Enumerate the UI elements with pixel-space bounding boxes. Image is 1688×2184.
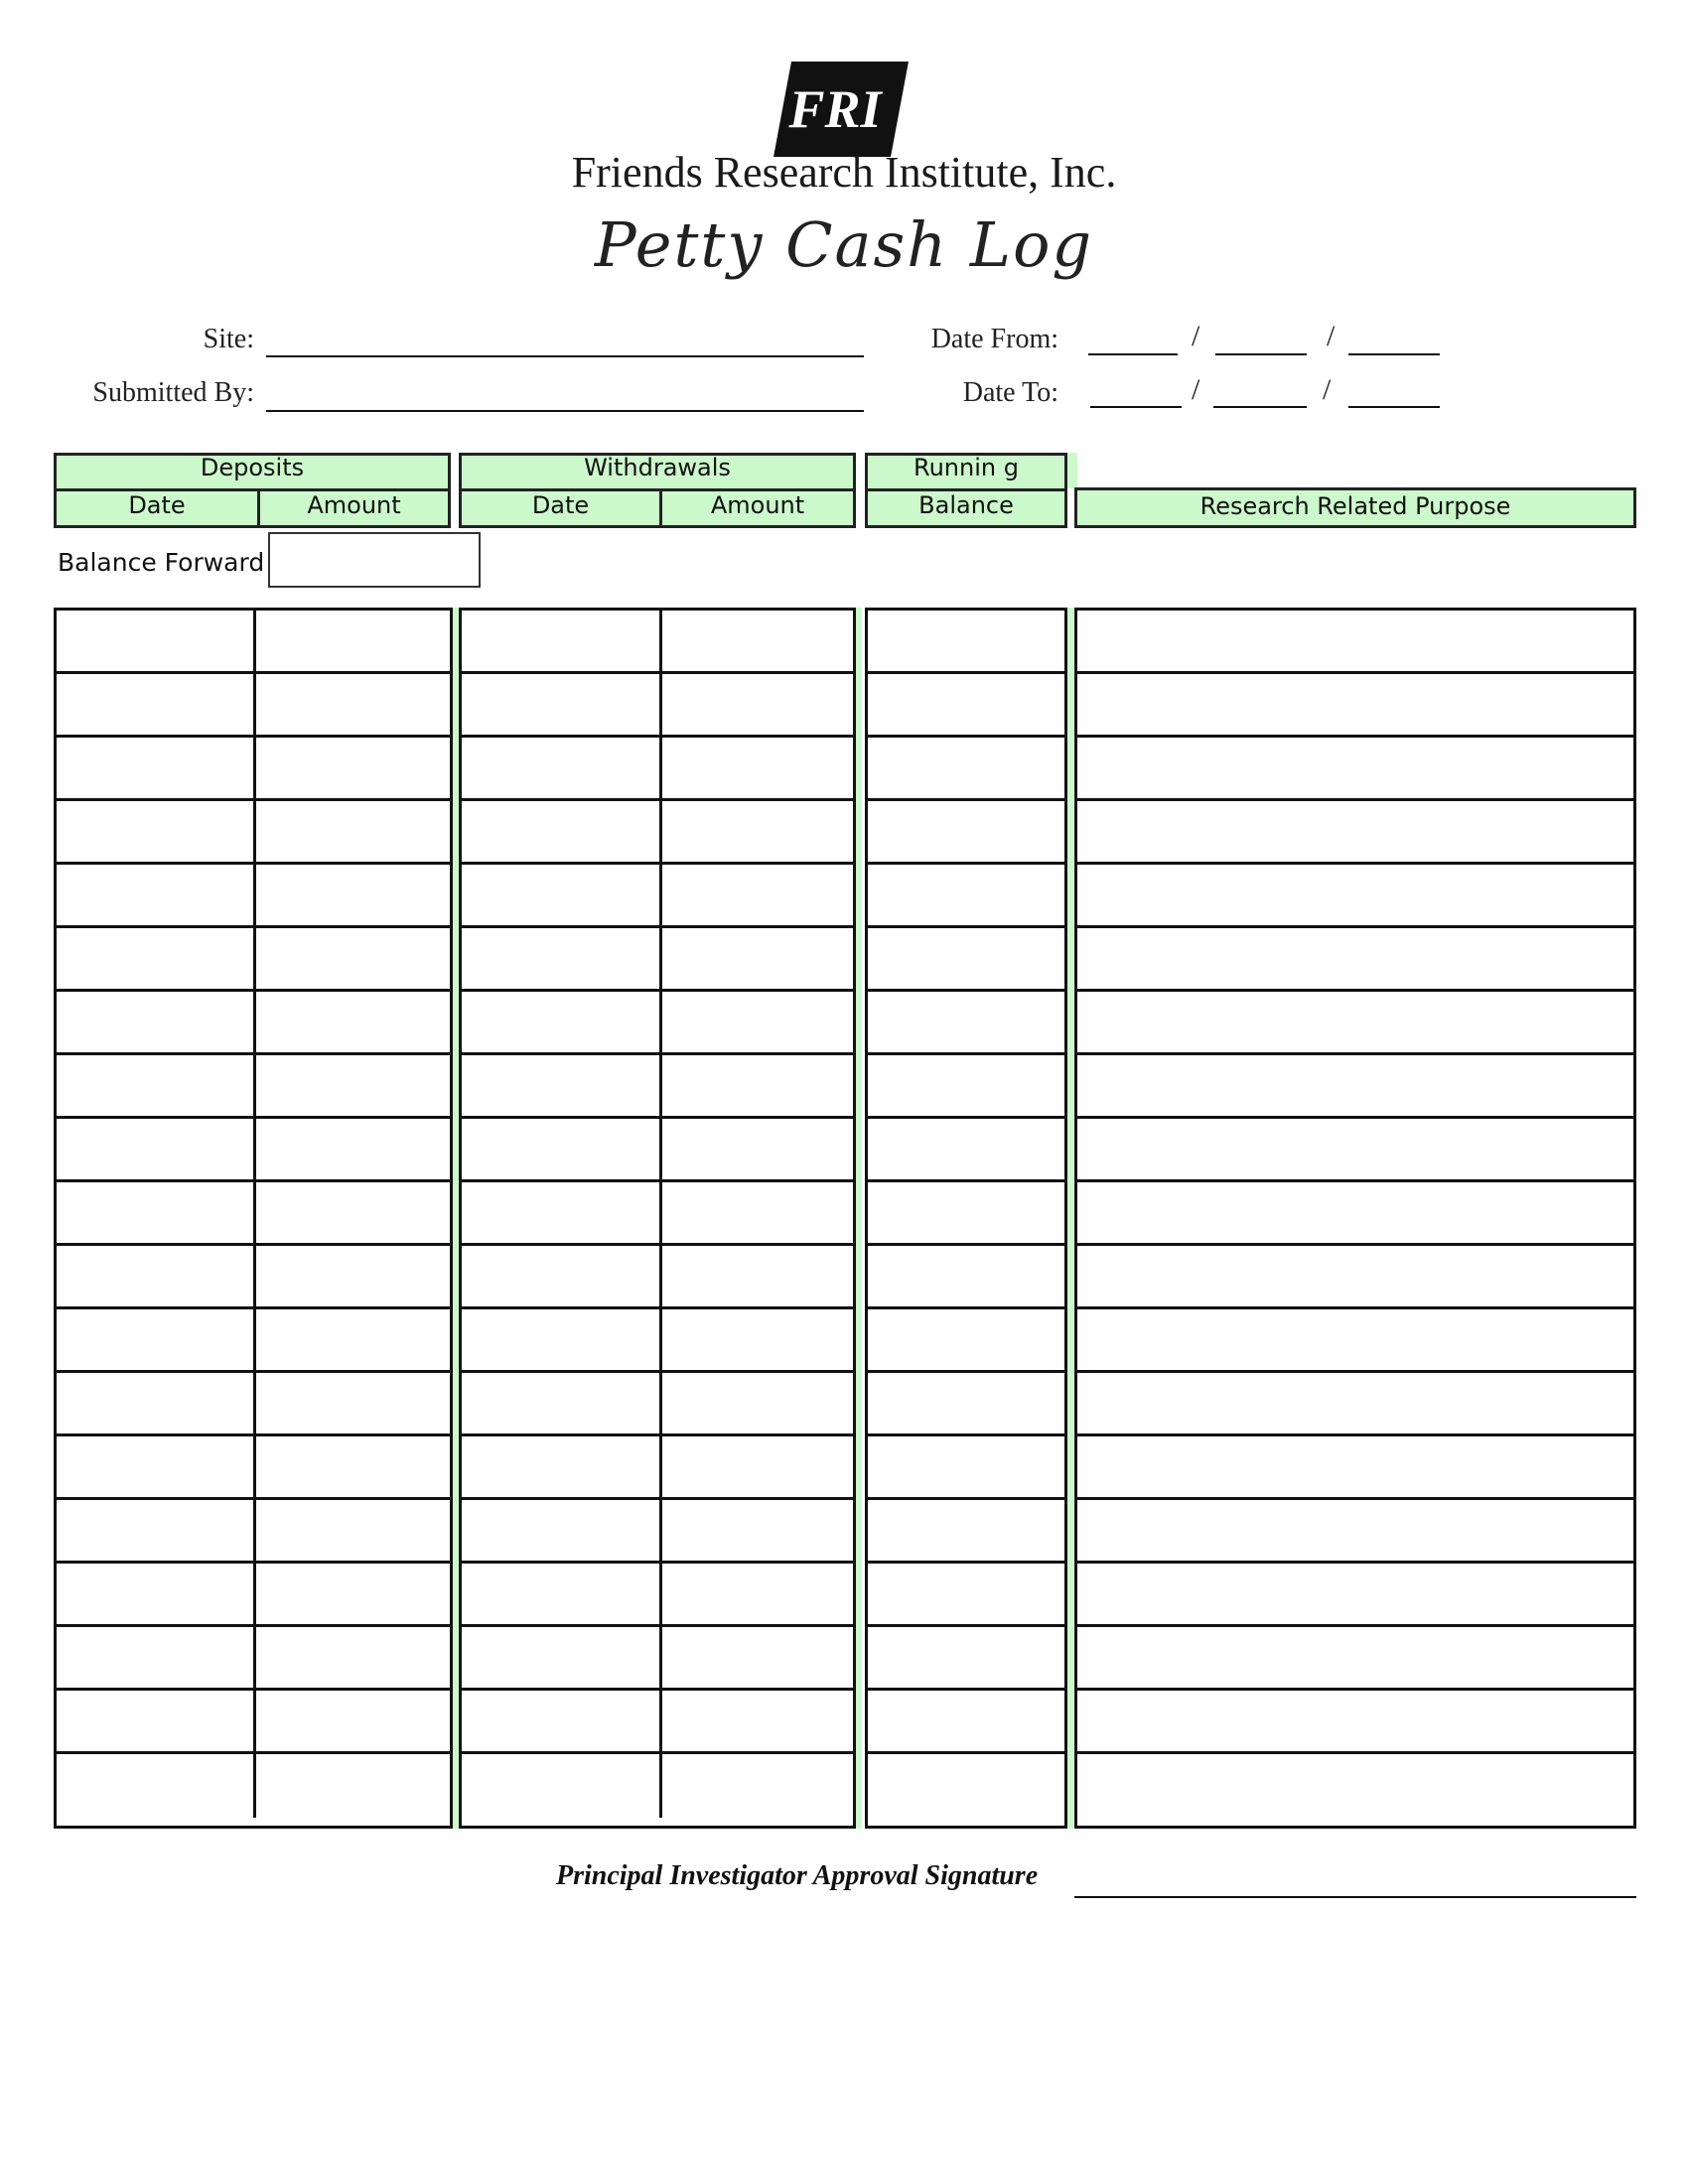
running-balance-cell[interactable]: [868, 674, 1064, 735]
date-from-year-field[interactable]: [1348, 353, 1440, 355]
date-to-label: Date To:: [962, 377, 1058, 408]
table-row: [1077, 1119, 1633, 1182]
deposit-amount-cell[interactable]: [256, 1373, 450, 1433]
purpose-cell[interactable]: [1077, 865, 1633, 925]
deposit-date-cell[interactable]: [57, 1627, 256, 1688]
deposit-date-cell[interactable]: [57, 1373, 256, 1433]
withdrawal-amount-cell[interactable]: [662, 1309, 853, 1370]
deposit-date-cell[interactable]: [57, 674, 256, 735]
running-balance-cell[interactable]: [868, 611, 1064, 671]
purpose-cell[interactable]: [1077, 1436, 1633, 1497]
table-row: [868, 738, 1064, 801]
deposit-amount-cell[interactable]: [256, 674, 450, 735]
deposit-amount-cell[interactable]: [256, 1182, 450, 1243]
deposit-amount-cell[interactable]: [256, 611, 450, 671]
table-row: [1077, 992, 1633, 1055]
table-row: [868, 1119, 1064, 1182]
table-row: [57, 674, 450, 738]
deposit-date-cell[interactable]: [57, 738, 256, 798]
table-row: [462, 1055, 853, 1119]
table-row: [462, 738, 853, 801]
withdrawal-date-cell[interactable]: [462, 1373, 662, 1433]
purpose-label: Research Related Purpose: [1199, 492, 1511, 520]
table-row: [57, 1373, 450, 1436]
purpose-cell[interactable]: [1077, 928, 1633, 989]
withdrawal-date-cell[interactable]: [462, 1436, 662, 1497]
deposit-date-cell[interactable]: [57, 1691, 256, 1751]
running-balance-cell[interactable]: [868, 1627, 1064, 1688]
date-to-day-field[interactable]: [1213, 406, 1307, 408]
table-row: [1077, 1564, 1633, 1627]
withdrawal-date-cell[interactable]: [462, 674, 662, 735]
withdrawal-amount-cell[interactable]: [662, 1373, 853, 1433]
table-row: [1077, 1500, 1633, 1564]
deposit-amount-cell[interactable]: [256, 1055, 450, 1116]
table-row: [1077, 611, 1633, 674]
withdrawals-header: [459, 453, 856, 528]
site-field[interactable]: [266, 355, 864, 357]
table-row: [868, 674, 1064, 738]
withdrawal-amount-cell[interactable]: [662, 1691, 853, 1751]
purpose-cell[interactable]: [1077, 1182, 1633, 1243]
running-balance-cell[interactable]: [868, 738, 1064, 798]
withdrawal-date-cell[interactable]: [462, 1754, 662, 1818]
withdrawal-amount-cell[interactable]: [662, 1246, 853, 1306]
deposit-date-cell[interactable]: [57, 611, 256, 671]
table-row: [868, 1055, 1064, 1119]
running-balance-cell[interactable]: [868, 1564, 1064, 1624]
date-from-separator-1: /: [1192, 320, 1200, 352]
table-row: [868, 611, 1064, 674]
fri-logo: [774, 62, 909, 157]
table-row: [868, 992, 1064, 1055]
withdrawal-date-cell[interactable]: [462, 738, 662, 798]
table-row: [1077, 1309, 1633, 1373]
withdrawal-date-cell[interactable]: [462, 1500, 662, 1561]
withdrawal-date-cell[interactable]: [462, 611, 662, 671]
withdrawal-amount-cell[interactable]: [662, 865, 853, 925]
table-row: [57, 992, 450, 1055]
purpose-cell[interactable]: [1077, 1500, 1633, 1561]
deposit-date-cell[interactable]: [57, 1436, 256, 1497]
deposit-amount-cell[interactable]: [256, 1309, 450, 1370]
deposit-date-cell[interactable]: [57, 992, 256, 1052]
table-row: [462, 1182, 853, 1246]
running-balance-cell[interactable]: [868, 1055, 1064, 1116]
withdrawal-amount-cell[interactable]: [662, 1119, 853, 1179]
table-row: [1077, 801, 1633, 865]
organization-name: Friends Research Institute, Inc.: [571, 148, 1117, 197]
table-row: [462, 674, 853, 738]
withdrawal-date-cell[interactable]: [462, 1182, 662, 1243]
date-to-separator-2: /: [1323, 373, 1332, 406]
withdrawal-date-cell[interactable]: [462, 801, 662, 862]
table-row: [57, 1182, 450, 1246]
deposit-amount-cell[interactable]: [256, 1119, 450, 1179]
table-row: [868, 1182, 1064, 1246]
running-balance-header: [865, 453, 1067, 528]
purpose-cell[interactable]: [1077, 611, 1633, 671]
withdrawal-date-cell[interactable]: [462, 1055, 662, 1116]
running-balance-cell[interactable]: [868, 1373, 1064, 1433]
running-balance-cell[interactable]: [868, 1500, 1064, 1561]
withdrawal-amount-cell[interactable]: [662, 1627, 853, 1688]
table-row: [1077, 865, 1633, 928]
deposit-date-cell[interactable]: [57, 1309, 256, 1370]
running-balance-cell[interactable]: [868, 1754, 1064, 1818]
purpose-cell[interactable]: [1077, 1246, 1633, 1306]
purpose-cell[interactable]: [1077, 1055, 1633, 1116]
purpose-cell[interactable]: [1077, 1627, 1633, 1688]
table-row: [868, 1691, 1064, 1754]
table-row: [868, 1754, 1064, 1818]
table-row: [462, 801, 853, 865]
date-from-month-field[interactable]: [1088, 353, 1178, 355]
table-row: [57, 801, 450, 865]
withdrawal-date-cell[interactable]: [462, 1309, 662, 1370]
table-row: [462, 1246, 853, 1309]
running-balance-cell[interactable]: [868, 1119, 1064, 1179]
date-to-month-field[interactable]: [1090, 406, 1182, 408]
table-row: [462, 1436, 853, 1500]
table-row: [868, 1309, 1064, 1373]
withdrawal-amount-cell[interactable]: [662, 1754, 853, 1818]
page-title: Petty Cash Log: [594, 208, 1094, 281]
deposit-amount-cell[interactable]: [256, 1500, 450, 1561]
table-row: [462, 611, 853, 674]
purpose-cell[interactable]: [1077, 992, 1633, 1052]
purpose-cell[interactable]: [1077, 674, 1633, 735]
running-balance-cell[interactable]: [868, 992, 1064, 1052]
table-row: [57, 1246, 450, 1309]
withdrawal-amount-cell[interactable]: [662, 738, 853, 798]
running-balance-cell[interactable]: [868, 1691, 1064, 1751]
running-balance-cell[interactable]: [868, 1246, 1064, 1306]
signature-label: Principal Investigator Approval Signature: [556, 1860, 1039, 1891]
signature-field[interactable]: [1074, 1896, 1636, 1898]
running-label: Runnin g: [914, 454, 1019, 481]
table-row: [462, 1691, 853, 1754]
table-row: [1077, 1691, 1633, 1754]
date-to-year-field[interactable]: [1348, 406, 1440, 408]
balance-label: Balance: [918, 491, 1014, 519]
table-row: [57, 1055, 450, 1119]
table-row: [868, 1564, 1064, 1627]
withdrawal-date-cell[interactable]: [462, 1246, 662, 1306]
withdrawal-amount-cell[interactable]: [662, 1182, 853, 1243]
deposit-amount-cell[interactable]: [256, 1691, 450, 1751]
deposit-amount-cell[interactable]: [256, 738, 450, 798]
deposit-date-cell[interactable]: [57, 865, 256, 925]
withdrawal-date-cell[interactable]: [462, 1119, 662, 1179]
deposit-date-cell[interactable]: [57, 1564, 256, 1624]
deposit-amount-cell[interactable]: [256, 1754, 450, 1818]
table-row: [1077, 1754, 1633, 1818]
date-to-separator-1: /: [1192, 373, 1200, 406]
table-row: [868, 1627, 1064, 1691]
site-label: Site:: [203, 324, 254, 354]
table-row: [57, 1436, 450, 1500]
withdrawal-amount-cell[interactable]: [662, 611, 853, 671]
table-row: [1077, 738, 1633, 801]
purpose-cell[interactable]: [1077, 801, 1633, 862]
deposit-amount-cell[interactable]: [256, 1627, 450, 1688]
deposit-date-cell[interactable]: [57, 1182, 256, 1243]
withdrawal-date-cell[interactable]: [462, 865, 662, 925]
deposit-date-cell[interactable]: [57, 1500, 256, 1561]
table-row: [1077, 1373, 1633, 1436]
table-row: [57, 1564, 450, 1627]
deposit-amount-cell[interactable]: [256, 865, 450, 925]
table-row: [1077, 1055, 1633, 1119]
withdrawal-amount-cell[interactable]: [662, 992, 853, 1052]
withdrawal-amount-cell[interactable]: [662, 1436, 853, 1497]
balance-forward-input[interactable]: [268, 532, 481, 588]
table-row: [868, 1436, 1064, 1500]
deposit-amount-cell[interactable]: [256, 928, 450, 989]
deposit-date-cell[interactable]: [57, 801, 256, 862]
table-row: [868, 1500, 1064, 1564]
purpose-cell[interactable]: [1077, 1564, 1633, 1624]
deposit-amount-cell[interactable]: [256, 1246, 450, 1306]
running-balance-cell[interactable]: [868, 1309, 1064, 1370]
running-balance-cell[interactable]: [868, 801, 1064, 862]
table-row: [57, 865, 450, 928]
table-row: [868, 1373, 1064, 1436]
table-row: [57, 1119, 450, 1182]
table-row: [462, 1119, 853, 1182]
withdrawal-amount-cell[interactable]: [662, 801, 853, 862]
table-row: [462, 1627, 853, 1691]
running-balance-cell[interactable]: [868, 1436, 1064, 1497]
date-from-separator-2: /: [1327, 320, 1336, 352]
table-row: [462, 1500, 853, 1564]
running-balance-cell[interactable]: [868, 865, 1064, 925]
table-row: [57, 1309, 450, 1373]
table-row: [57, 1627, 450, 1691]
deposit-amount-cell[interactable]: [256, 1436, 450, 1497]
purpose-header: [1074, 487, 1636, 528]
balance-forward-label: Balance Forward: [58, 548, 265, 577]
table-row: [1077, 928, 1633, 992]
withdrawal-date-cell[interactable]: [462, 992, 662, 1052]
table-row: [57, 1500, 450, 1564]
logo-text: FRI: [788, 79, 882, 139]
deposit-date-cell[interactable]: [57, 1119, 256, 1179]
withdrawal-date-cell[interactable]: [462, 928, 662, 989]
table-row: [1077, 1627, 1633, 1691]
withdrawals-label: Withdrawals: [584, 454, 731, 481]
purpose-cell[interactable]: [1077, 738, 1633, 798]
deposits-header: [54, 453, 451, 528]
table-row: [1077, 1182, 1633, 1246]
deposits-label: Deposits: [200, 454, 305, 481]
table-row: [462, 992, 853, 1055]
withdrawals-date-label: Date: [531, 491, 590, 519]
table-row: [462, 1564, 853, 1627]
date-from-label: Date From:: [930, 324, 1058, 354]
purpose-cell[interactable]: [1077, 1373, 1633, 1433]
withdrawals-amount-label: Amount: [710, 491, 805, 519]
deposits-date-label: Date: [128, 491, 186, 519]
withdrawal-amount-cell[interactable]: [662, 928, 853, 989]
table-row: [868, 801, 1064, 865]
table-row: [462, 865, 853, 928]
purpose-cell[interactable]: [1077, 1754, 1633, 1818]
withdrawal-date-cell[interactable]: [462, 1627, 662, 1688]
table-row: [1077, 1436, 1633, 1500]
withdrawal-date-cell[interactable]: [462, 1691, 662, 1751]
withdrawal-amount-cell[interactable]: [662, 674, 853, 735]
deposit-date-cell[interactable]: [57, 928, 256, 989]
date-from-day-field[interactable]: [1215, 353, 1307, 355]
submitted-by-label: Submitted By:: [92, 377, 254, 408]
withdrawal-date-cell[interactable]: [462, 1564, 662, 1624]
running-balance-cell[interactable]: [868, 1182, 1064, 1243]
table-row: [868, 865, 1064, 928]
table-row: [57, 1691, 450, 1754]
deposit-amount-cell[interactable]: [256, 1564, 450, 1624]
table-row: [1077, 1246, 1633, 1309]
table-row: [57, 738, 450, 801]
purpose-cell[interactable]: [1077, 1119, 1633, 1179]
withdrawal-amount-cell[interactable]: [662, 1564, 853, 1624]
deposit-amount-cell[interactable]: [256, 801, 450, 862]
table-row: [462, 1309, 853, 1373]
table-row: [462, 1754, 853, 1818]
table-row: [57, 611, 450, 674]
withdrawals-grid: [459, 608, 856, 1829]
withdrawal-amount-cell[interactable]: [662, 1055, 853, 1116]
table-row: [868, 928, 1064, 992]
table-row: [1077, 674, 1633, 738]
table-row: [462, 1373, 853, 1436]
deposit-date-cell[interactable]: [57, 1246, 256, 1306]
deposit-amount-cell[interactable]: [256, 992, 450, 1052]
deposits-amount-label: Amount: [307, 491, 401, 519]
submitted-by-field[interactable]: [266, 410, 864, 412]
table-row: [462, 928, 853, 992]
purpose-grid: [1074, 608, 1636, 1829]
running-balance-cell[interactable]: [868, 928, 1064, 989]
running-balance-grid: [865, 608, 1067, 1829]
purpose-cell[interactable]: [1077, 1309, 1633, 1370]
withdrawal-amount-cell[interactable]: [662, 1500, 853, 1561]
purpose-cell[interactable]: [1077, 1691, 1633, 1751]
table-row: [57, 928, 450, 992]
deposit-date-cell[interactable]: [57, 1754, 256, 1818]
table-row: [868, 1246, 1064, 1309]
deposit-date-cell[interactable]: [57, 1055, 256, 1116]
table-row: [57, 1754, 450, 1818]
deposits-grid: [54, 608, 453, 1829]
